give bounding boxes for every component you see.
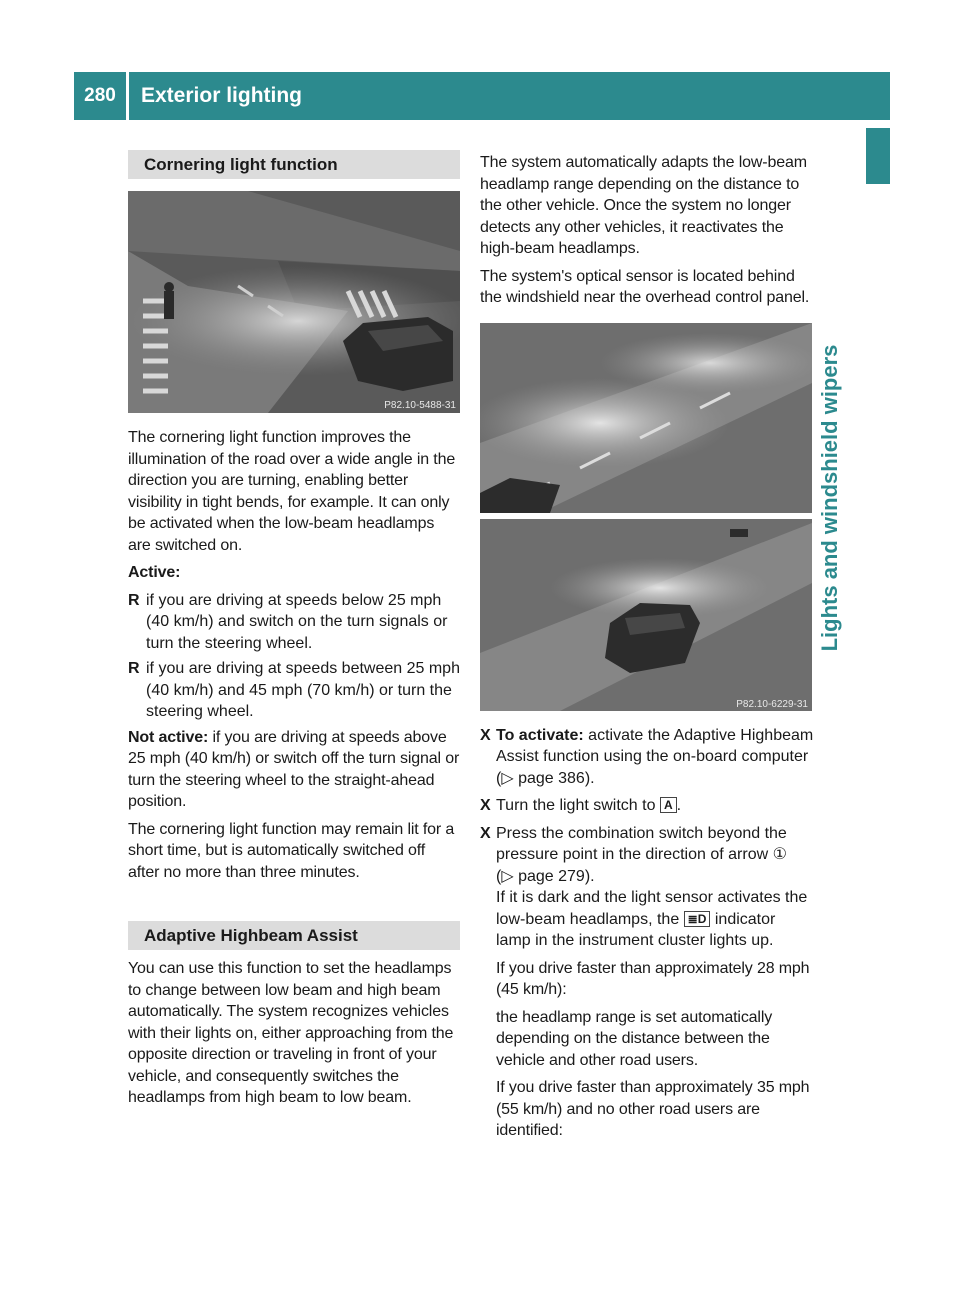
list-item xyxy=(128,658,460,723)
section-heading-cornering: Cornering light function xyxy=(128,150,460,179)
step-arrow-icon: X xyxy=(480,797,491,814)
bullet-text: if you are driving at speeds between 25 mph (40 km/h) and 45 mph (70 km/h) or turn the steering wheel. xyxy=(146,660,460,720)
highbeam-assist-illustration xyxy=(480,323,812,711)
active-label: Active: xyxy=(128,564,181,581)
adaptive-intro: You can use this function to set the headlamps to change between low beam and high beam automatically. The system recognizes vehicles with their lights on, either approaching from the opposite direction or traveling in front of your vehicle, and consequently switches the headlamps from high beam to low beam. xyxy=(128,960,454,1106)
not-active-label: Not active: xyxy=(128,728,209,746)
step-text: Turn the light switch to xyxy=(496,797,656,814)
page-title: Exterior lighting xyxy=(141,84,303,107)
figure-reference-label: P82.10-5488-31 xyxy=(384,400,456,411)
step-end: . xyxy=(676,797,682,814)
page-number: 280 xyxy=(84,85,116,106)
cornering-intro: The cornering light function improves the illumination of the road over a wide angle in the direction you are turning, enabling better visibility in tight bends, for example. It can only be activated when the low-beam headlamps are switched on. xyxy=(128,429,456,554)
highbeam-assist-figure xyxy=(480,323,812,711)
bullet-icon: R xyxy=(128,591,140,609)
not-active-text: if you are driving at speeds above 25 mph (40 km/h) or switch off the turn signal or turn the steering wheel to the straight-ahead position. xyxy=(128,728,460,810)
sensor-paragraph: The system's optical sensor is located behind the windshield near the overhead control panel. xyxy=(480,267,810,306)
cornering-light-illustration xyxy=(128,191,460,413)
step-continuation: If it is dark and the light sensor activates the low-beam headlamps, the xyxy=(496,889,808,928)
step-continuation: indicator lamp in the instrument cluster lights up. xyxy=(496,910,776,949)
list-item xyxy=(128,590,460,655)
step-text: Press the combination switch beyond the pressure point in the direction of arrow ① xyxy=(496,824,787,863)
bullet-icon: R xyxy=(128,660,140,677)
header-divider xyxy=(126,72,129,120)
figure-reference-label: P82.10-6229-31 xyxy=(736,698,808,710)
left-column xyxy=(128,150,460,1115)
step-arrow-icon: X xyxy=(480,726,491,744)
speed-condition-2: If you drive faster than approximately 35 mph (55 km/h) and no other road users are identified: xyxy=(496,1079,810,1139)
step-text: activate the Adaptive Highbeam Assist function using the on-board computer (▷ page 386). xyxy=(496,726,814,787)
range-adapt-paragraph: The system automatically adapts the low-beam headlamp range depending on the distance to the other vehicle. Once the system no longer detects any other vehicles, it reactivates the high-beam headlamps. xyxy=(480,154,807,257)
remain-lit-paragraph: The cornering light function may remain lit for a short time, but is automatically switched off after no more than three minutes. xyxy=(128,820,455,881)
instruction-step xyxy=(480,823,814,952)
not-active-paragraph xyxy=(128,727,460,813)
instruction-step xyxy=(480,795,814,817)
light-switch-auto-icon: A xyxy=(660,797,677,813)
speed-condition-1: If you drive faster than approximately 28 mph (45 km/h): xyxy=(496,959,810,998)
step-label: To activate: xyxy=(496,726,584,744)
section-heading-adaptive: Adaptive Highbeam Assist xyxy=(128,921,460,950)
cornering-light-figure xyxy=(128,191,460,413)
chapter-tab xyxy=(866,128,890,184)
page-reference: (▷ page 279). xyxy=(496,867,595,885)
speed-result-1: the headlamp range is set automatically depending on the distance between the vehicle and other road users. xyxy=(496,1008,773,1069)
step-arrow-icon: X xyxy=(480,824,491,842)
low-beam-indicator-icon: ≣D xyxy=(684,911,711,927)
chapter-label: Lights and windshield wipers xyxy=(817,344,842,652)
bullet-text: if you are driving at speeds below 25 mph (40 km/h) and switch on the turn signals or turn the steering wheel. xyxy=(146,591,448,652)
right-column xyxy=(480,152,814,1148)
instruction-step xyxy=(480,725,814,790)
